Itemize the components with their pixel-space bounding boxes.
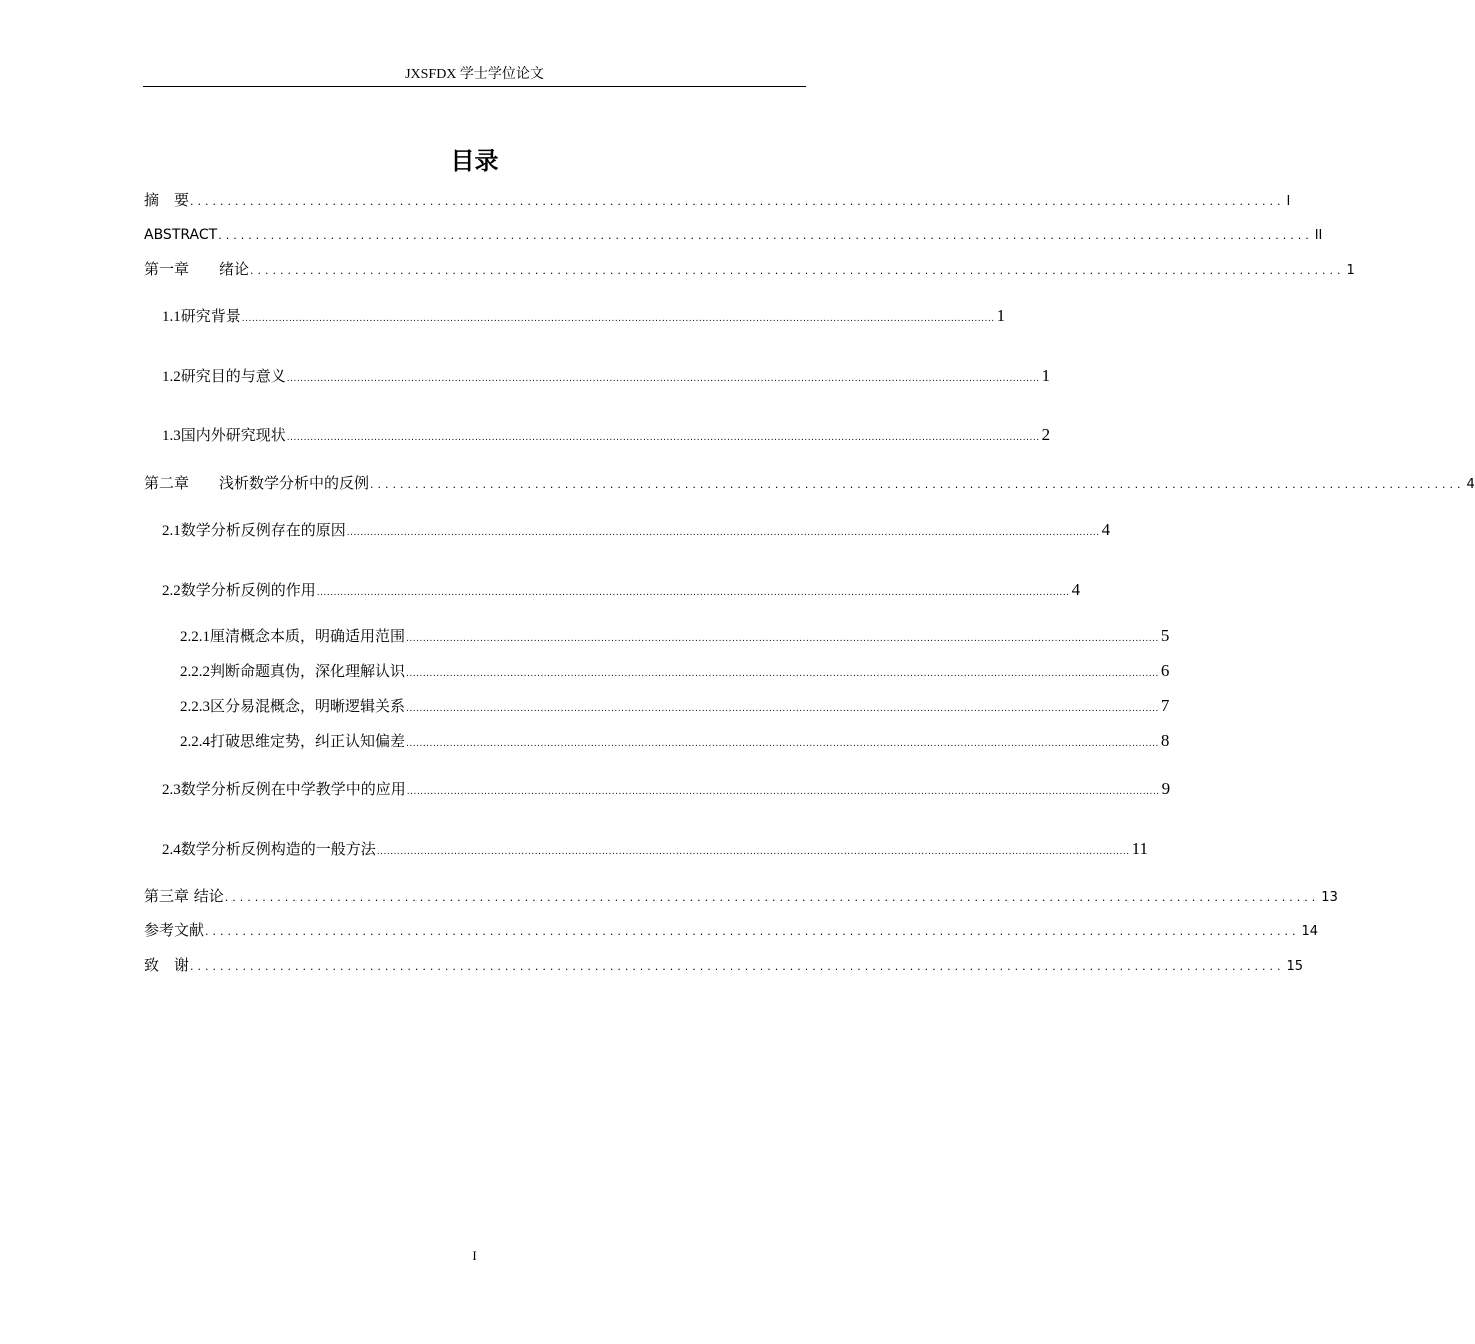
- toc-entry-abstract-cn[interactable]: [144, 190, 1291, 212]
- dot-leader: ..................................................................................................................................................: [190, 195, 1285, 208]
- running-header: JXSFDX 学士学位论文: [405, 67, 544, 82]
- toc-entry-number: 2.2.4: [180, 734, 210, 750]
- toc-entry-2-2-4[interactable]: [180, 731, 1170, 754]
- toc-entry-label: 摘 要: [144, 191, 190, 209]
- toc-entry-number: 2.2.2: [180, 664, 210, 680]
- dot-leader: ................................................................................................................................................................................................................................: [346, 528, 1100, 538]
- toc-entry-acknowledgements[interactable]: [144, 955, 1304, 977]
- toc-entry-page: 15: [1286, 959, 1304, 974]
- dot-leader: ................................................................................................................................................................................................................................: [241, 314, 995, 324]
- toc-title: 目录: [450, 147, 499, 175]
- toc-entry-label: 第三章 结论: [144, 887, 224, 905]
- dot-leader: ................................................................................................................................................................................................................................: [406, 704, 1159, 714]
- toc-entry-number: 2.3: [162, 782, 181, 798]
- toc-entry-page: 5: [1160, 626, 1170, 645]
- toc-entry-chapter-1[interactable]: [144, 259, 1355, 281]
- toc-entry-label: 致 谢: [144, 956, 190, 974]
- toc-entry-page: 1: [1346, 263, 1355, 278]
- toc-entry-page: I: [1286, 194, 1291, 209]
- dot-leader: ................................................................................................................................................................................................................................: [406, 669, 1159, 679]
- toc-entry-page: 8: [1160, 731, 1170, 750]
- dot-leader: ..................................................................................................................................................: [224, 891, 1320, 904]
- toc-entry-chapter-3[interactable]: [144, 886, 1338, 908]
- toc-entry-references[interactable]: [144, 920, 1319, 942]
- toc-entry-label: 区分易混概念，明晰逻辑关系: [210, 697, 406, 715]
- dot-leader: ................................................................................................................................................................................................................................: [406, 739, 1159, 749]
- toc-entry-page: 14: [1301, 924, 1319, 939]
- toc-entry-label: 第一章 绪论: [144, 260, 250, 278]
- toc-entry-2-2-3[interactable]: [180, 696, 1170, 719]
- toc-entry-2-4[interactable]: [162, 839, 1148, 862]
- dot-leader: ..................................................................................................................................................: [370, 478, 1465, 491]
- dot-leader: ................................................................................................................................................................................................................................: [406, 634, 1159, 644]
- toc-entry-2-1[interactable]: [162, 520, 1111, 543]
- toc-entry-2-2[interactable]: [162, 580, 1081, 603]
- toc-entry-page: 9: [1161, 779, 1171, 798]
- toc-entry-number: 1.3: [162, 428, 181, 444]
- toc-entry-page: 4: [1466, 477, 1475, 492]
- toc-entry-page: 1: [1041, 366, 1051, 385]
- dot-leader: ................................................................................................................................................................................................................................: [286, 433, 1040, 443]
- toc-entry-1-1[interactable]: [162, 306, 1006, 329]
- toc-entry-label: 数学分析反例的作用: [180, 581, 316, 599]
- toc-entry-2-2-1[interactable]: [180, 626, 1170, 649]
- toc-entry-abstract-en[interactable]: [144, 225, 1323, 246]
- toc-entry-number: 1.1: [162, 309, 181, 325]
- toc-entry-page: 4: [1071, 580, 1081, 599]
- toc-entry-label: 研究背景: [180, 307, 241, 325]
- toc-entry-number: 1.2: [162, 369, 181, 385]
- toc-entry-label: ABSTRACT: [144, 227, 218, 243]
- toc-entry-label: 打破思维定势，纠正认知偏差: [210, 732, 406, 750]
- toc-entry-1-3[interactable]: [162, 425, 1051, 448]
- dot-leader: ..................................................................................................................................................: [218, 229, 1313, 242]
- toc-entry-chapter-2[interactable]: [144, 473, 1475, 495]
- toc-entry-page: 1: [996, 306, 1006, 325]
- toc-entry-number: 2.1: [162, 523, 181, 539]
- toc-entry-label: 第二章 浅析数学分析中的反例: [144, 474, 370, 492]
- dot-leader: ................................................................................................................................................................................................................................: [406, 787, 1160, 797]
- toc-entry-number: 2.2.1: [180, 629, 210, 645]
- toc-entry-label: 判断命题真伪，深化理解认识: [210, 662, 406, 680]
- toc-entry-1-2[interactable]: [162, 366, 1051, 389]
- toc-entry-number: 2.4: [162, 842, 181, 858]
- toc-entry-label: 数学分析反例在中学教学中的应用: [180, 780, 406, 798]
- dot-leader: ..................................................................................................................................................: [205, 925, 1300, 938]
- toc-entry-label: 参考文献: [144, 921, 205, 939]
- page-number: I: [472, 1248, 477, 1263]
- dot-leader: ................................................................................................................................................................................................................................: [316, 588, 1070, 598]
- toc-entry-page: 13: [1321, 890, 1338, 905]
- toc-entry-label: 数学分析反例存在的原因: [180, 521, 346, 539]
- header-rule: [143, 86, 806, 87]
- toc-entry-2-2-2[interactable]: [180, 661, 1170, 684]
- toc-entry-page: 2: [1041, 425, 1051, 444]
- toc-entry-page: 6: [1160, 661, 1170, 680]
- toc-entry-page: 7: [1160, 696, 1170, 715]
- dot-leader: ..................................................................................................................................................: [250, 264, 1345, 277]
- toc-entry-page: 11: [1131, 839, 1148, 858]
- toc-entry-label: 厘清概念本质，明确适用范围: [210, 627, 406, 645]
- toc-entry-page: II: [1314, 228, 1323, 243]
- toc-entry-label: 数学分析反例构造的一般方法: [180, 840, 376, 858]
- toc-entry-2-3[interactable]: [162, 779, 1171, 802]
- dot-leader: ................................................................................................................................................................................................................................: [376, 847, 1130, 857]
- toc-entry-page: 4: [1101, 520, 1111, 539]
- toc-entry-label: 研究目的与意义: [180, 367, 286, 385]
- dot-leader: ..................................................................................................................................................: [190, 960, 1285, 973]
- toc-entry-label: 国内外研究现状: [180, 426, 286, 444]
- dot-leader: ................................................................................................................................................................................................................................: [286, 374, 1040, 384]
- toc-entry-number: 2.2.3: [180, 699, 210, 715]
- toc-entry-number: 2.2: [162, 583, 181, 599]
